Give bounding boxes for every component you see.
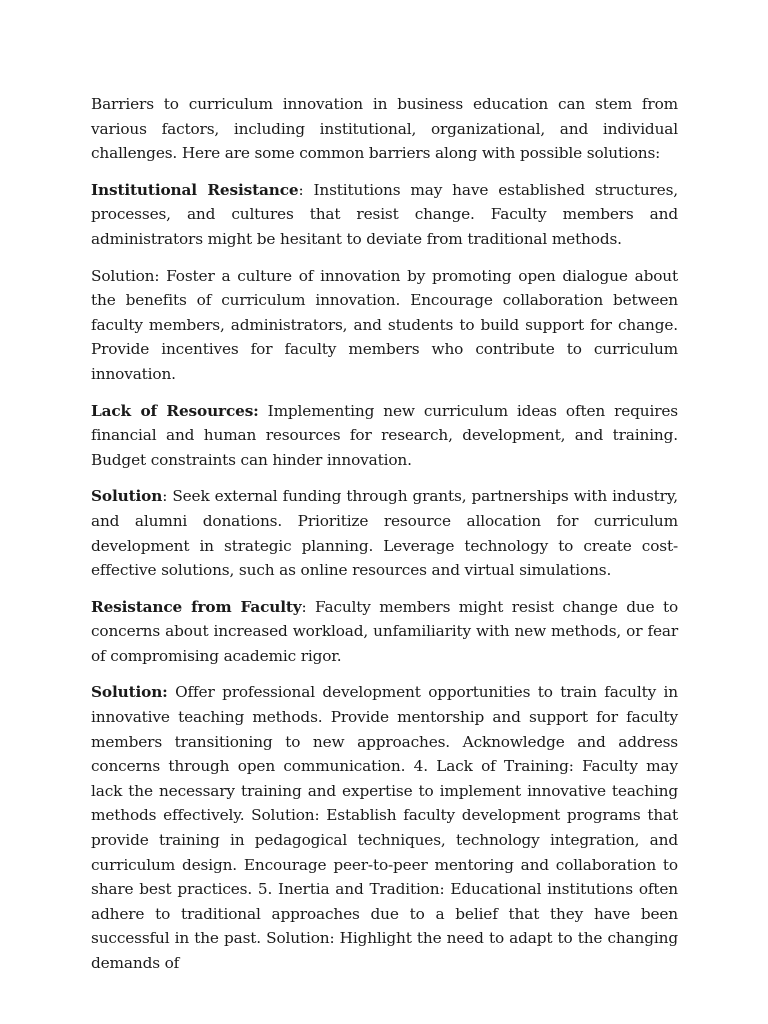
paragraph-heading: Solution: <box>91 683 168 702</box>
paragraph-body: Institutions may have established structures, processes, and cultures that resist change. Faculty members and administrators might be hesitant to deviate from traditional methods. <box>91 180 679 248</box>
paragraph-heading: Solution <box>91 487 163 506</box>
intro-paragraph: Barriers to curriculum innovation in business education can stem from various factors, including institutional, organizational, and individual challenges. Here are some common barriers along with possible solutions: <box>91 95 678 163</box>
paragraph-body: Seek external funding through grants, partnerships with industry, and alumni donations. Prioritize resource allocation for curriculum development in strategic planning. Leverage technology to create cost-effective solutions, such as online resources and virtual simulations. <box>91 487 678 580</box>
paragraph-body: Implementing new curriculum ideas often requires financial and human resources for research, development, and training. Budget constraints can hinder innovation. <box>91 401 678 469</box>
heading-separator: : <box>162 487 173 506</box>
heading-separator: : <box>298 180 314 199</box>
solution-resistance-from-faculty <box>91 680 678 975</box>
paragraph-heading: Resistance from Faculty <box>91 597 302 616</box>
barrier-lack-of-resources <box>91 399 678 473</box>
heading-separator: : <box>301 597 316 616</box>
solution-lack-of-resources <box>91 484 678 582</box>
paragraph-heading: Lack of Resources: <box>91 401 259 420</box>
document-page <box>91 92 678 988</box>
paragraph-body: Solution: Foster a culture of innovation by promoting open dialogue about the benefits of curriculum innovation. Encourage collaboration between faculty members, administrators, and students to build support for change. Provide incentives for faculty members who contribute to curriculum innovation. <box>91 266 678 383</box>
barrier-resistance-from-faculty <box>91 595 678 669</box>
paragraph-heading: Institutional Resistance <box>91 180 299 199</box>
solution-institutional-resistance <box>91 264 678 387</box>
paragraph-body: Faculty members might resist change due to concerns about increased workload, unfamiliarity with new methods, or fear of compromising academic rigor. <box>91 597 679 665</box>
barrier-institutional-resistance <box>91 178 678 252</box>
paragraph-body: Offer professional development opportunities to train faculty in innovative teaching methods. Provide mentorship and support for faculty members transitioning to new approaches. Acknowledge and address concerns through open communication. 4. Lack of Training: Faculty may lack the necessary training and expertise to implement innovative teaching methods effectively. Solution: Establish faculty development programs that provide training in pedagogical techniques, technology integration, and curriculum design. Encourage peer-to-peer mentoring and collaboration to share best practices. 5. Inertia and Tradition: Educational institutions often adhere to traditional approaches due to a belief that they have been successful in the past. Solution: Highlight the need to adapt to the changing demands of <box>91 683 678 972</box>
heading-separator <box>259 402 268 420</box>
